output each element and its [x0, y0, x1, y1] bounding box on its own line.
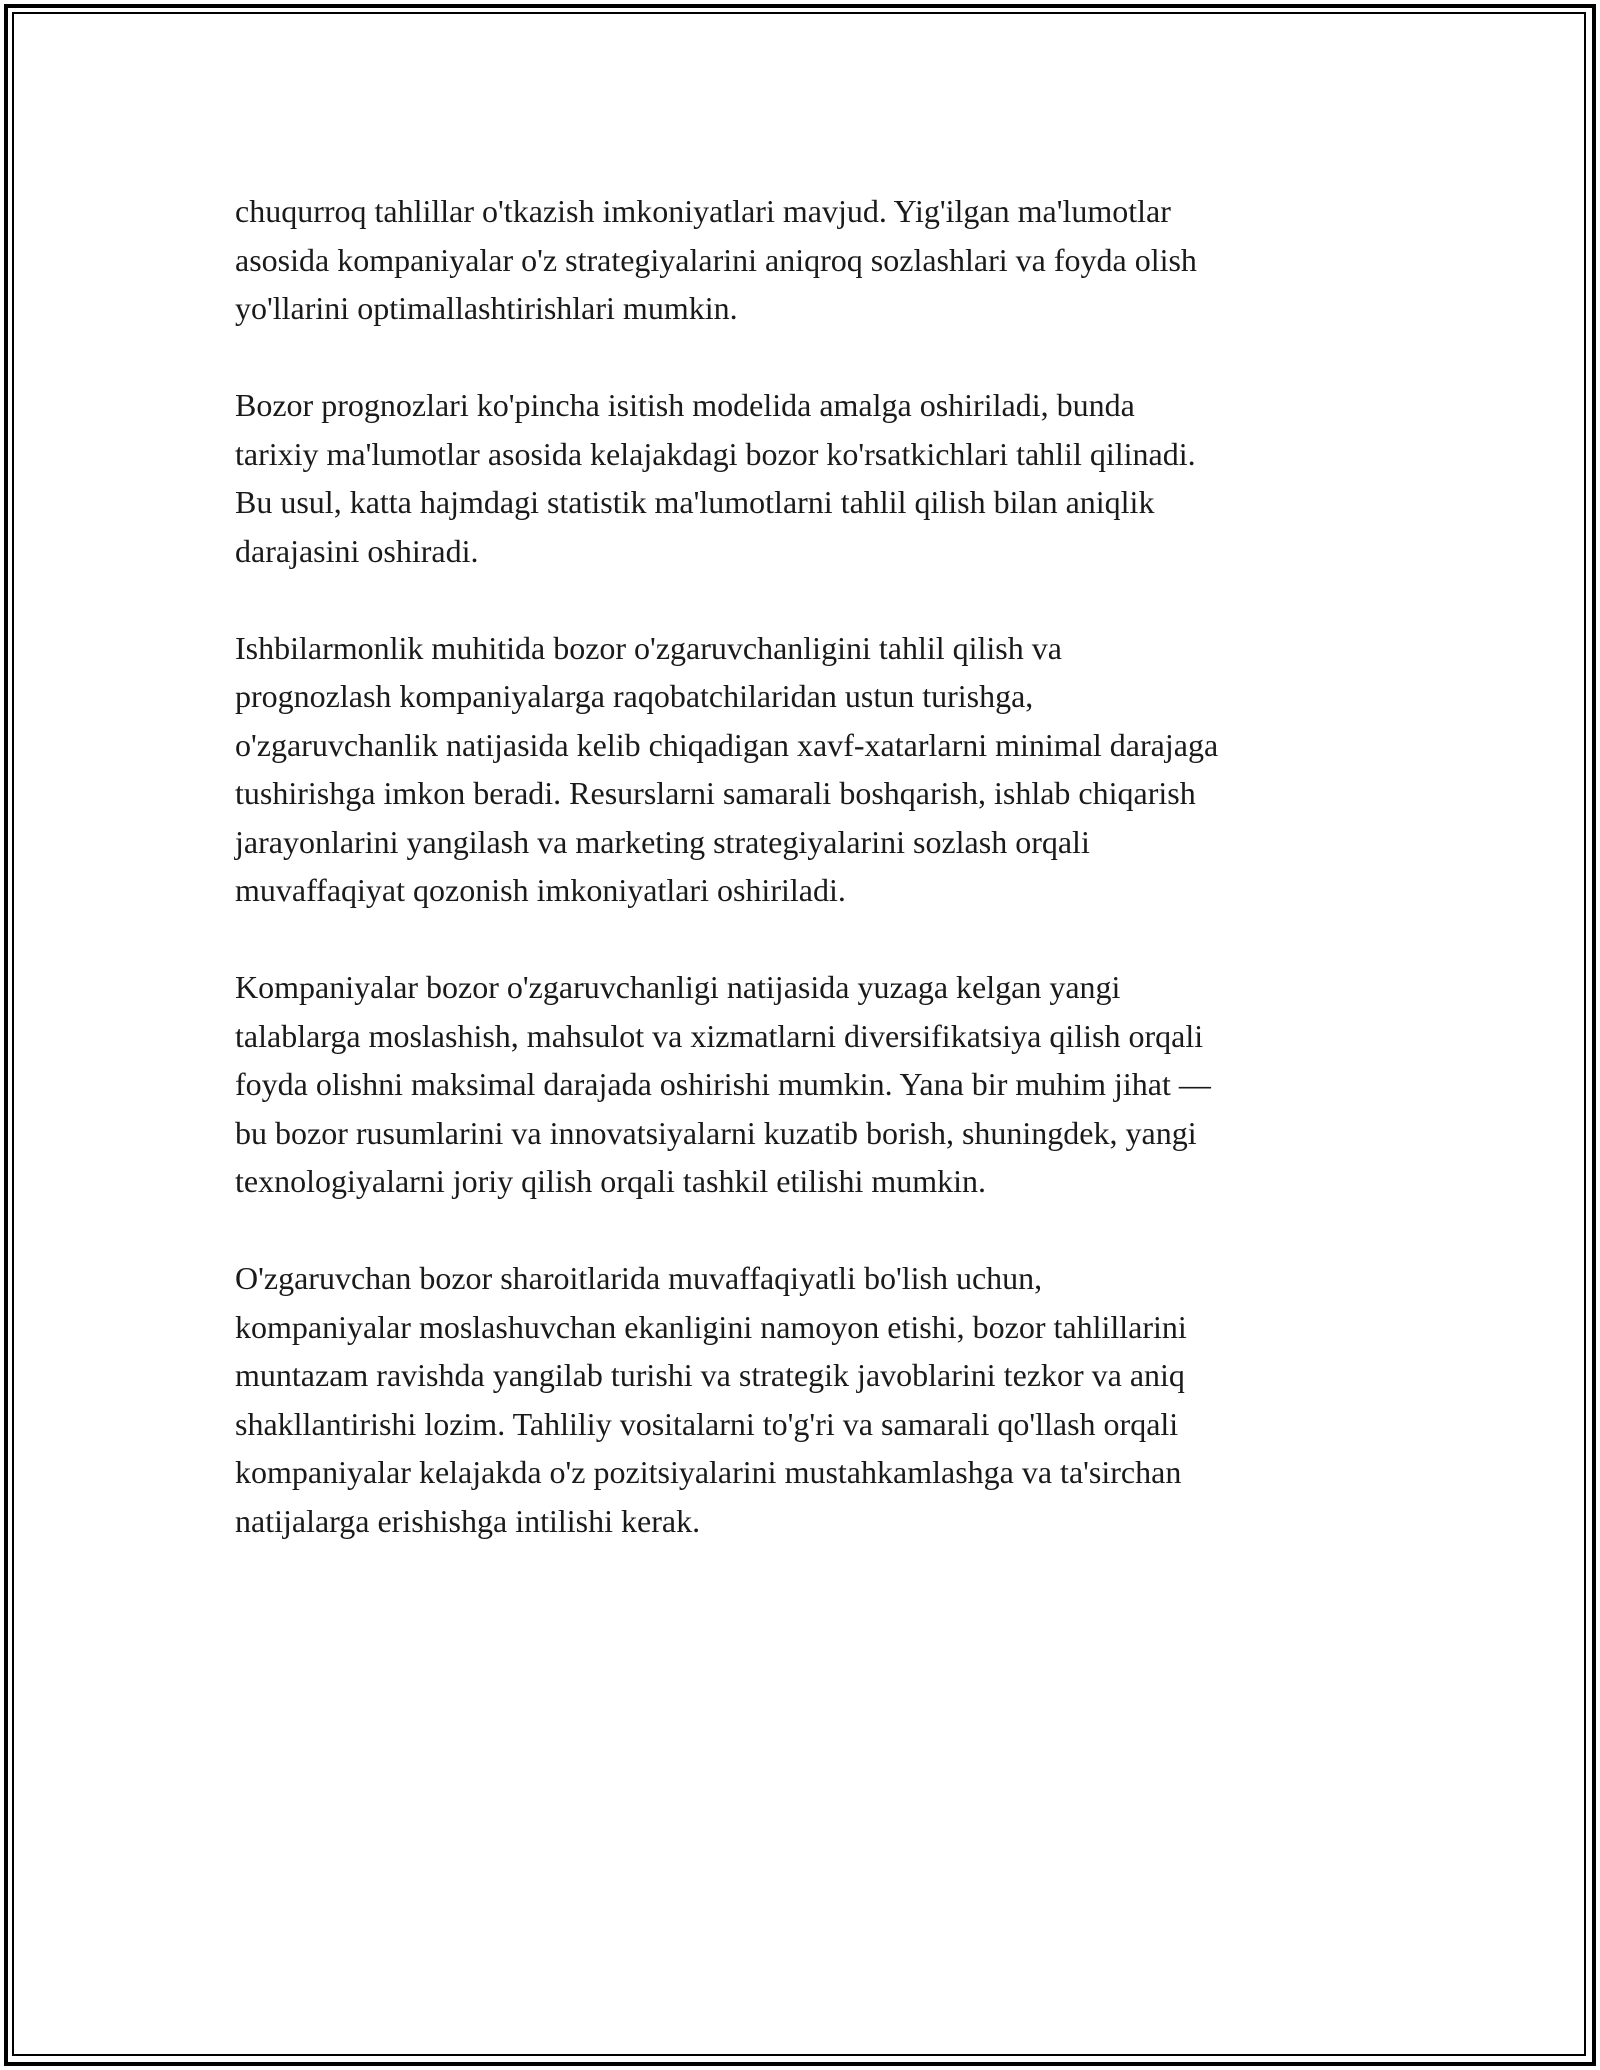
paragraph-4: Kompaniyalar bozor o'zgaruvchanligi natijasida yuzaga kelgan yangi talablarga moslashish, mahsulot va xizmatlarni diversifikatsiya qilish orqali foyda olishni maksimal darajada oshirishi mumkin. Yana bir muhim jihat — bu bozor rusumlarini va innovatsiyalarni kuzatib borish, shuningdek, yangi texnologiyalarni joriy qilish orqali tashkil etilishi mumkin.	[235, 969, 1211, 1199]
paragraph-5: O'zgaruvchan bozor sharoitlarida muvaffaqiyatli bo'lish uchun, kompaniyalar moslashuvchan ekanligini namoyon etishi, bozor tahlillarini muntazam ravishda yangilab turishi va strategik javoblarini tezkor va aniq shakllantirishi lozim. Tahliliy vositalarni to'g'ri va samarali qo'llash orqali kompaniyalar kelajakda o'z pozitsiyalarini mustahkamlashga va ta'sirchan natijalarga erishishga intilishi kerak.	[235, 1260, 1187, 1539]
document-body	[235, 187, 1385, 1594]
paragraph-1: chuqurroq tahlillar o'tkazish imkoniyatlari mavjud. Yig'ilgan ma'lumotlar asosida kompaniyalar o'z strategiyalarini aniqroq sozlashlari va foyda olish yo'llarini optimallashtirishlari mumkin.	[235, 193, 1197, 326]
paragraph-2: Bozor prognozlari ko'pincha isitish modelida amalga oshiriladi, bunda tarixiy ma'lumotlar asosida kelajakdagi bozor ko'rsatkichlari tahlil qilinadi. Bu usul, katta hajmdagi statistik ma'lumotlarni tahlil qilish bilan aniqlik darajasini oshiradi.	[235, 387, 1196, 569]
paragraph-3: Ishbilarmonlik muhitida bozor o'zgaruvchanligini tahlil qilish va prognozlash kompaniyalarga raqobatchilaridan ustun turishga, o'zgaruvchanlik natijasida kelib chiqadigan xavf-xatarlarni minimal darajaga tushirishga imkon beradi. Resurslarni samarali boshqarish, ishlab chiqarish jarayonlarini yangilash va marketing strategiyalarini sozlash orqali muvaffaqiyat qozonish imkoniyatlari oshiriladi.	[235, 629, 1219, 908]
